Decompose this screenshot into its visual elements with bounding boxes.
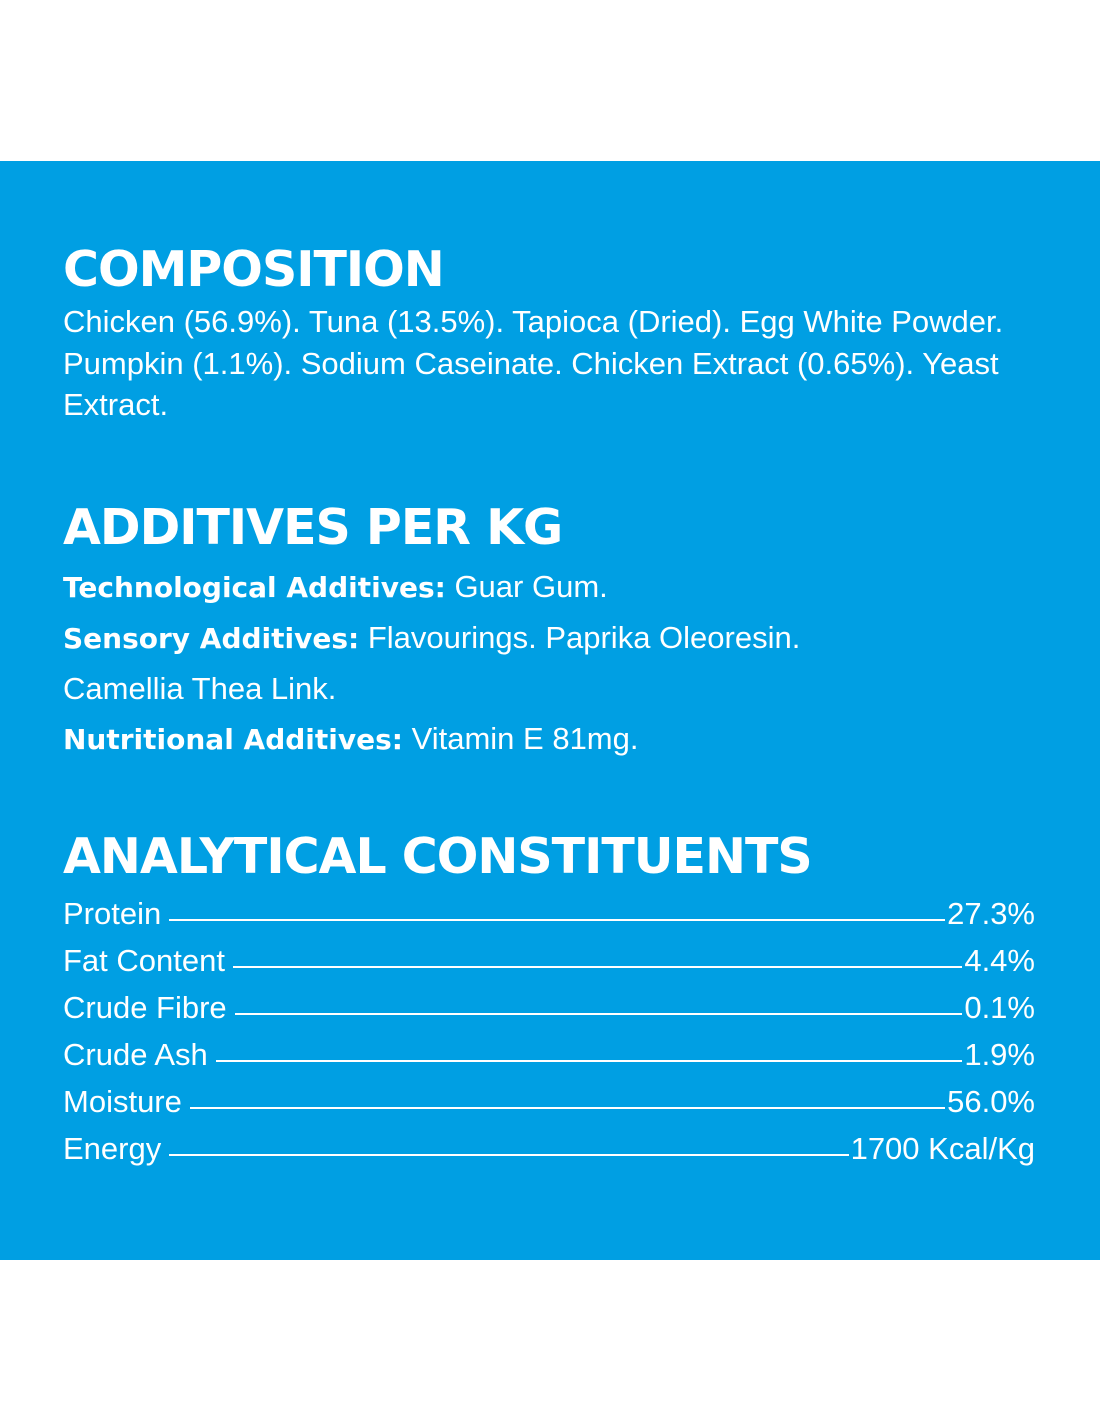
dotted-leader-line [169,1154,848,1156]
analytical-row-fat-content [63,937,1035,984]
info-panel [0,161,1100,1260]
analytical-value: 1700 Kcal/Kg [850,1131,1035,1166]
analytical-label: Protein [63,896,162,931]
composition-heading: COMPOSITION [63,241,444,298]
analytical-row-protein [63,890,1035,937]
dotted-leader-line [233,966,962,968]
additive-technological-value: Guar Gum. [445,569,608,604]
analytical-row-crude-ash [63,1031,1035,1078]
analytical-label: Fat Content [63,943,225,978]
additive-sensory-label: Sensory Additives: [63,622,360,655]
analytical-value: 1.9% [964,1037,1035,1072]
additive-sensory-value-cont: Camellia Thea Link. [63,671,337,706]
analytical-table [63,890,1035,1172]
analytical-row-crude-fibre [63,984,1035,1031]
composition-section [63,242,1038,426]
dotted-leader-line [169,919,945,921]
additive-nutritional-value: Vitamin E 81mg. [403,721,639,756]
additive-sensory-continued [63,664,1038,714]
additive-nutritional-label: Nutritional Additives: [63,723,403,756]
analytical-label: Crude Fibre [63,990,227,1025]
analytical-value: 4.4% [964,943,1035,978]
analytical-value: 56.0% [947,1084,1035,1119]
analytical-label: Crude Ash [63,1037,208,1072]
additive-technological [63,562,1038,613]
analytical-label: Moisture [63,1084,182,1119]
dotted-leader-line [216,1060,963,1062]
additive-nutritional [63,714,1038,765]
additive-technological-label: Technological Additives: [63,571,446,604]
dotted-leader-line [235,1013,963,1015]
analytical-label: Energy [63,1131,162,1166]
additive-sensory [63,613,1038,664]
additives-heading: ADDITIVES PER KG [63,499,563,556]
additives-section [63,500,1038,765]
additives-list [63,562,1038,765]
analytical-value: 27.3% [947,896,1035,931]
additive-sensory-value: Flavourings. Paprika Oleoresin. [359,620,801,655]
analytical-value: 0.1% [964,990,1035,1025]
analytical-heading: ANALYTICAL CONSTITUENTS [63,828,812,885]
analytical-row-moisture [63,1078,1035,1125]
analytical-section [63,829,1035,1172]
dotted-leader-line [190,1107,945,1109]
composition-text: Chicken (56.9%). Tuna (13.5%). Tapioca (Dried). Egg White Powder. Pumpkin (1.1%). Sodium Caseinate. Chicken Extract (0.65%). Yeast Extract. [63,304,1004,422]
analytical-row-energy [63,1125,1035,1172]
